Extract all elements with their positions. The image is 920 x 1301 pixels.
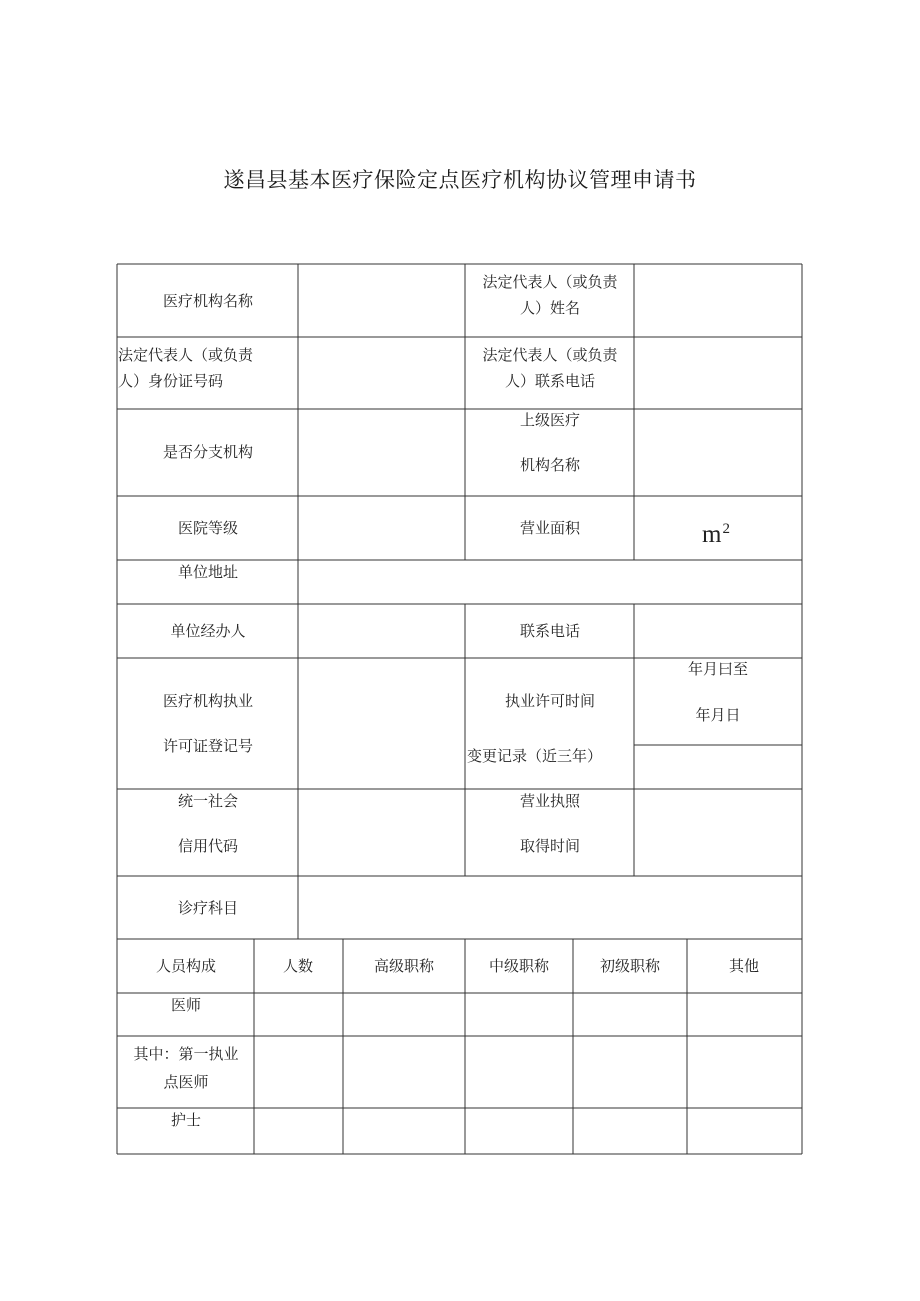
label-business-area: 营业面积 — [519, 519, 581, 537]
staff-nurse-other[interactable] — [688, 1109, 801, 1153]
staff-nurse-senior[interactable] — [344, 1109, 464, 1153]
field-credit-code[interactable] — [299, 790, 464, 875]
label-legal-rep-name-line2: 人）姓名 — [519, 299, 581, 317]
field-legal-rep-name[interactable] — [635, 265, 801, 336]
field-biz-license-date[interactable] — [635, 790, 801, 875]
label-legal-rep-id-line2: 人）身份证号码 — [118, 372, 224, 390]
field-change-record[interactable] — [635, 746, 801, 788]
license-period-to: 年月日 — [695, 706, 741, 724]
label-is-branch: 是否分支机构 — [162, 443, 254, 461]
staff-row-doctor-label: 医师 — [170, 996, 202, 1014]
label-handler: 单位经办人 — [170, 622, 246, 640]
label-parent-institution-line1: 上级医疗 — [519, 411, 581, 429]
staff-header-count: 人数 — [282, 957, 314, 975]
field-institution-name[interactable] — [299, 265, 464, 336]
label-legal-rep-phone-line1: 法定代表人（或负责 — [482, 346, 618, 364]
staff-header-other: 其他 — [728, 957, 760, 975]
label-institution-name: 医疗机构名称 — [162, 292, 254, 310]
staff-header-junior: 初级职称 — [599, 957, 661, 975]
field-is-branch[interactable] — [299, 410, 464, 495]
area-unit-square-meter: $m^2$ — [702, 521, 730, 548]
field-legal-rep-phone[interactable] — [635, 338, 801, 408]
label-departments: 诊疗科目 — [177, 899, 239, 917]
label-legal-rep-name-line1: 法定代表人（或负责 — [482, 273, 618, 291]
license-period-from: 年月曰至 — [687, 660, 749, 678]
staff-header-senior: 高级职称 — [373, 957, 435, 975]
label-hospital-grade: 医院等级 — [177, 519, 239, 537]
label-license-period: 执业许可时间 — [504, 692, 596, 710]
staff-nurse-junior[interactable] — [574, 1109, 686, 1153]
staff-nurse-intermediate[interactable] — [466, 1109, 572, 1153]
field-license-no[interactable] — [299, 659, 464, 788]
staff-doctor-count[interactable] — [255, 994, 342, 1035]
label-change-record: 变更记录（近三年） — [467, 747, 603, 765]
label-parent-institution-line2: 机构名称 — [519, 456, 581, 474]
staff-primary-doctor-count[interactable] — [255, 1037, 342, 1107]
label-biz-license-line2: 取得时间 — [519, 837, 581, 855]
staff-row-primary-doctor-label-line2: 点医师 — [163, 1073, 209, 1091]
label-legal-rep-id-line1: 法定代表人（或负责 — [118, 346, 254, 364]
field-hospital-grade[interactable] — [299, 497, 464, 559]
field-legal-rep-id[interactable] — [299, 338, 464, 408]
staff-doctor-other[interactable] — [688, 994, 801, 1035]
staff-doctor-senior[interactable] — [344, 994, 464, 1035]
label-credit-code-line1: 统一社会 — [177, 792, 239, 810]
staff-primary-doctor-junior[interactable] — [574, 1037, 686, 1107]
staff-doctor-intermediate[interactable] — [466, 994, 572, 1035]
staff-primary-doctor-intermediate[interactable] — [466, 1037, 572, 1107]
label-biz-license-line1: 营业执照 — [519, 792, 581, 810]
label-contact-phone: 联系电话 — [519, 622, 581, 640]
field-parent-institution[interactable] — [635, 410, 801, 495]
document-title: 遂昌县基本医疗保险定点医疗机构协议管理申请书 — [223, 168, 697, 192]
staff-row-primary-doctor-label-line1: 其中：第一执业 — [133, 1045, 239, 1063]
label-license-no-line1: 医疗机构执业 — [162, 692, 254, 710]
label-license-no-line2: 许可证登记号 — [162, 737, 254, 755]
field-handler[interactable] — [299, 605, 464, 657]
field-contact-phone[interactable] — [635, 605, 801, 657]
staff-primary-doctor-other[interactable] — [688, 1037, 801, 1107]
staff-nurse-count[interactable] — [255, 1109, 342, 1153]
label-legal-rep-phone-line2: 人）联系电话 — [504, 372, 596, 390]
staff-primary-doctor-senior[interactable] — [344, 1037, 464, 1107]
staff-row-nurse-label: 护士 — [170, 1111, 202, 1129]
staff-doctor-junior[interactable] — [574, 994, 686, 1035]
staff-header-intermediate: 中级职称 — [488, 957, 550, 975]
staff-header-composition: 人员构成 — [155, 957, 217, 975]
field-address[interactable] — [299, 561, 801, 603]
label-credit-code-line2: 信用代码 — [177, 837, 239, 855]
label-address: 单位地址 — [177, 563, 239, 581]
field-departments[interactable] — [299, 877, 801, 938]
